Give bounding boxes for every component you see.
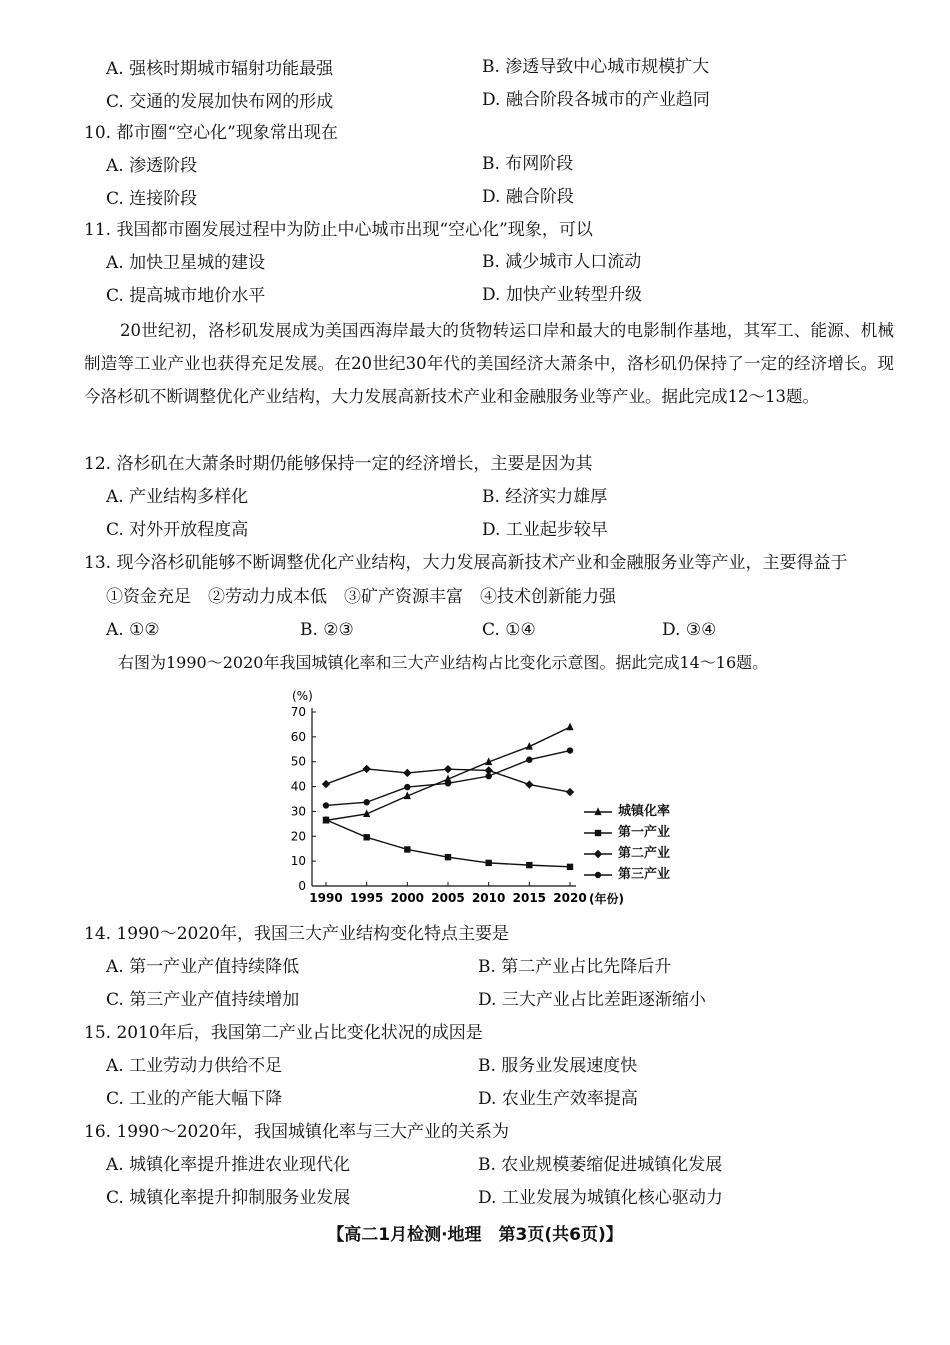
q11-stem: 11. 我国都市圈发展过程中为防止中心城市出现“空心化”现象，可以 [84, 220, 593, 240]
data-point [363, 834, 369, 840]
q13-option-b: B. ②③ [300, 620, 354, 640]
legend-label: 第二产业 [618, 846, 671, 861]
q11-option-b: B. 减少城市人口流动 [482, 252, 642, 272]
q9-option-c: C. 交通的发展加快布网的形成 [106, 92, 334, 112]
data-point [526, 757, 532, 763]
x-tick-label: 2005 [431, 891, 465, 905]
q10-option-a: A. 渗透阶段 [106, 156, 198, 176]
data-point [526, 862, 532, 868]
y-axis-label: (%) [292, 689, 313, 703]
q13-stem: 13. 现今洛杉矶能够不断调整优化产业结构，大力发展高新技术产业和金融服务业等产业，主要得益于 [84, 553, 848, 573]
q9-option-b: B. 渗透导致中心城市规模扩大 [482, 57, 710, 77]
q15-option-c: C. 工业的产能大幅下降 [106, 1089, 283, 1109]
data-point [445, 854, 451, 860]
q9-option-a: A. 强核时期城市辐射功能最强 [106, 59, 334, 79]
series-line-0 [326, 727, 570, 820]
q10-option-c: C. 连接阶段 [106, 189, 198, 209]
legend-item [582, 863, 670, 882]
legend-label: 城镇化率 [618, 804, 671, 819]
y-tick-label: 50 [290, 754, 306, 769]
q12-option-a: A. 产业结构多样化 [106, 487, 249, 507]
data-point [567, 747, 573, 753]
q14-option-d: D. 三大产业占比差距逐渐缩小 [478, 990, 706, 1010]
data-point [485, 860, 491, 866]
q15-option-a: A. 工业劳动力供给不足 [106, 1056, 283, 1076]
data-point [566, 788, 574, 796]
legend-swatch [582, 848, 614, 860]
data-point [323, 802, 329, 808]
legend-swatch [582, 827, 614, 839]
q12-option-d: D. 工业起步较早 [482, 520, 608, 540]
data-point [404, 784, 410, 790]
q15-option-d: D. 农业生产效率提高 [478, 1089, 638, 1109]
legend-label: 第一产业 [618, 825, 671, 840]
data-point [445, 780, 451, 786]
y-tick-label: 0 [298, 879, 306, 893]
q14-option-c: C. 第三产业产值持续增加 [106, 990, 300, 1010]
x-axis-label: (年份) [589, 892, 624, 906]
q14-stem: 14. 1990～2020年，我国三大产业结构变化特点主要是 [84, 924, 509, 944]
data-point [566, 723, 573, 731]
data-point [404, 846, 410, 852]
q14-option-b: B. 第二产业占比先降后升 [478, 957, 672, 977]
page-footer: 【高二1月检测·地理 第3页(共6页)】 [327, 1225, 623, 1245]
legend-label: 第三产业 [618, 867, 671, 882]
q12-option-c: C. 对外开放程度高 [106, 520, 249, 540]
y-tick-label: 20 [290, 829, 306, 844]
q9-option-d: D. 融合阶段各城市的产业趋同 [482, 90, 710, 110]
x-tick-label: 1990 [309, 891, 343, 905]
x-tick-label: 2020 [553, 891, 587, 905]
q16-option-c: C. 城镇化率提升抑制服务业发展 [106, 1188, 351, 1208]
q11-option-d: D. 加快产业转型升级 [482, 285, 642, 305]
q16-option-d: D. 工业发展为城镇化核心驱动力 [478, 1188, 723, 1208]
legend-item [582, 800, 670, 819]
q15-option-b: B. 服务业发展速度快 [478, 1056, 638, 1076]
q10-option-d: D. 融合阶段 [482, 187, 574, 207]
data-point [403, 769, 411, 777]
legend-marker [594, 849, 602, 857]
legend-swatch [582, 869, 614, 881]
x-tick-label: 2000 [390, 891, 425, 905]
x-tick-label: 2010 [471, 891, 506, 905]
y-tick-label: 30 [290, 804, 306, 819]
q13-option-d: D. ③④ [662, 620, 717, 640]
passage-los-angeles: 20世纪初，洛杉矶发展成为美国西海岸最大的货物转运口岸和最大的电影制作基地，其军工、能源、机械制造等工业产业也获得充足发展。在20世纪30年代的美国经济大萧条中，洛杉矶仍保持了一定的经济增长。现今洛杉矶不断调整优化产业结构，大力发展高新技术产业和金融服务业等产业。据此完成12～13题。 [84, 321, 894, 406]
chart-intro: 右图为1990～2020年我国城镇化率和三大产业结构占比变化示意图。据此完成14～16题。 [118, 653, 769, 672]
data-point [525, 780, 533, 788]
data-point [363, 799, 369, 805]
q13-option-a: A. ①② [106, 620, 160, 640]
legend-marker [595, 871, 601, 877]
legend-item [582, 842, 670, 861]
q12-stem: 12. 洛杉矶在大萧条时期仍能够保持一定的经济增长，主要是因为其 [84, 454, 593, 474]
x-tick-label: 2015 [512, 891, 547, 905]
legend-marker [595, 829, 601, 835]
q16-option-a: A. 城镇化率提升推进农业现代化 [106, 1155, 351, 1175]
data-point [444, 765, 452, 773]
data-point [322, 780, 330, 788]
legend-item [582, 821, 670, 840]
q11-option-c: C. 提高城市地价水平 [106, 286, 266, 306]
q16-stem: 16. 1990～2020年，我国城镇化率与三大产业的关系为 [84, 1122, 509, 1142]
q13-items: ①资金充足 ②劳动力成本低 ③矿产资源丰富 ④技术创新能力强 [106, 587, 616, 607]
q15-stem: 15. 2010年后，我国第二产业占比变化状况的成因是 [84, 1023, 483, 1043]
y-tick-label: 40 [290, 779, 306, 794]
q10-option-b: B. 布网阶段 [482, 154, 574, 174]
x-tick-label: 1995 [349, 891, 384, 905]
legend-marker [594, 807, 601, 815]
y-tick-label: 10 [290, 854, 306, 869]
y-tick-label: 60 [290, 729, 306, 744]
data-point [485, 773, 491, 779]
q12-option-b: B. 经济实力雄厚 [482, 487, 608, 507]
legend-swatch [582, 806, 614, 818]
q11-option-a: A. 加快卫星城的建设 [106, 253, 266, 273]
data-point [567, 864, 573, 870]
q10-stem: 10. 都市圈“空心化”现象常出现在 [84, 123, 338, 143]
y-tick-label: 70 [290, 705, 306, 719]
data-point [323, 817, 329, 823]
q13-option-c: C. ①④ [482, 620, 536, 640]
data-point [362, 765, 370, 773]
q16-option-b: B. 农业规模萎缩促进城镇化发展 [478, 1155, 723, 1175]
q14-option-a: A. 第一产业产值持续降低 [106, 957, 300, 977]
